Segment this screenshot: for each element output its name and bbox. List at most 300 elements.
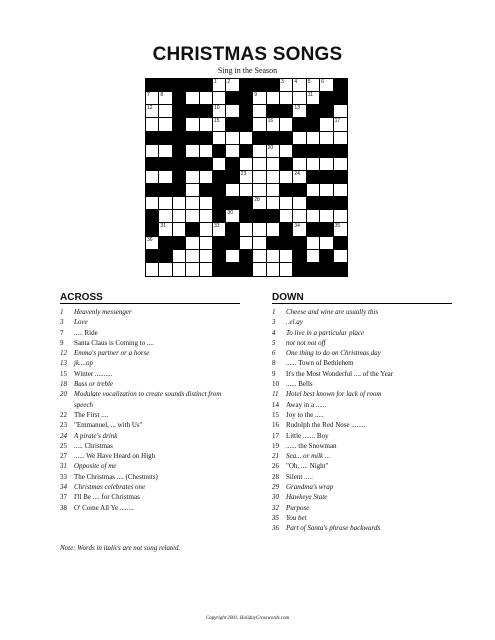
down-clue: [272, 451, 442, 461]
black-cell: [146, 158, 159, 171]
grid-cell[interactable]: [226, 79, 239, 92]
black-cell: [159, 237, 172, 250]
black-cell: [213, 197, 226, 210]
grid-cell[interactable]: [267, 223, 280, 236]
across-clue: [60, 451, 230, 461]
grid-cell[interactable]: [200, 237, 213, 250]
grid-cell[interactable]: [267, 158, 280, 171]
grid-cell[interactable]: [253, 105, 266, 118]
grid-cell[interactable]: [253, 263, 266, 276]
grid-cell[interactable]: [226, 105, 239, 118]
grid-cell[interactable]: [159, 263, 172, 276]
page-subtitle: Sing in the Season: [217, 66, 278, 75]
clue-number: 6: [272, 349, 276, 358]
across-rule: [60, 303, 240, 304]
clue-text: ...... We Have Heard on High: [74, 452, 156, 461]
across-clue: [60, 410, 230, 420]
black-cell: [280, 132, 293, 145]
clue-number: 1: [60, 308, 64, 316]
grid-cell[interactable]: [280, 263, 293, 276]
grid-cell[interactable]: [213, 118, 226, 131]
grid-cell[interactable]: [213, 223, 226, 236]
down-clue-list: [272, 307, 442, 534]
grid-cell[interactable]: [293, 223, 306, 236]
across-clue: [60, 503, 230, 513]
grid-cell[interactable]: [200, 145, 213, 158]
clue-number: 30: [272, 493, 279, 502]
grid-cell[interactable]: [293, 79, 306, 92]
grid-cell[interactable]: [213, 79, 226, 92]
grid-cell[interactable]: [280, 197, 293, 210]
clue-number: 17: [272, 431, 279, 440]
black-cell: [293, 118, 306, 131]
clue-number: 35: [334, 223, 341, 230]
grid-cell[interactable]: [226, 210, 239, 223]
black-cell: [280, 158, 293, 171]
grid-cell[interactable]: [146, 197, 159, 210]
copyright-text: Copyright 2001, HolidayCrosswords.com: [205, 616, 290, 621]
clue-number: 7: [147, 92, 150, 99]
grid-cell[interactable]: [334, 132, 347, 145]
black-cell: [226, 171, 239, 184]
grid-cell[interactable]: [226, 145, 239, 158]
black-cell: [334, 145, 347, 158]
grid-cell[interactable]: [159, 105, 172, 118]
grid-cell[interactable]: [226, 184, 239, 197]
grid-cell[interactable]: [334, 158, 347, 171]
grid-cell[interactable]: [293, 158, 306, 171]
grid-cell[interactable]: [334, 223, 347, 236]
black-cell: [186, 158, 199, 171]
clue-number: 11: [307, 92, 313, 99]
clue-text: O' Come All Ye ........: [74, 503, 134, 512]
across-clue: [60, 420, 230, 430]
grid-cell[interactable]: [200, 118, 213, 131]
clue-text: ..... Christmas: [74, 441, 113, 450]
black-cell: [213, 184, 226, 197]
clue-text: Christmas celebrates one: [74, 483, 146, 492]
clue-number: 6: [321, 79, 324, 85]
black-cell: [320, 250, 333, 263]
grid-cell[interactable]: [186, 237, 199, 250]
clue-number: 5: [307, 79, 311, 85]
grid-cell[interactable]: [253, 237, 266, 250]
black-cell: [280, 237, 293, 250]
grid-cell[interactable]: [173, 223, 186, 236]
grid-cell[interactable]: [293, 92, 306, 105]
black-cell: [253, 132, 266, 145]
grid-cell[interactable]: [186, 250, 199, 263]
clue-text: ...... Bells: [286, 380, 313, 389]
clue-number: 22: [60, 410, 67, 419]
clue-text: ...... Town of Bethlehem: [286, 359, 354, 368]
grid-cell[interactable]: [334, 118, 347, 131]
clue-text: ..... Ride: [74, 328, 98, 337]
across-clue: [60, 369, 230, 379]
grid-cell[interactable]: [267, 250, 280, 263]
grid-cell[interactable]: [240, 171, 253, 184]
black-cell: [146, 250, 159, 263]
clue-number: 33: [60, 472, 67, 481]
clue-number: 23: [60, 421, 67, 430]
black-cell: [280, 223, 293, 236]
clue-number: 9: [60, 338, 64, 347]
grid-cell[interactable]: [280, 210, 293, 223]
black-cell: [226, 92, 239, 105]
clue-text: ...... the Snowman: [286, 441, 337, 450]
black-cell: [320, 223, 333, 236]
grid-cell[interactable]: [267, 263, 280, 276]
grid-cell[interactable]: [280, 171, 293, 184]
grid-cell[interactable]: [186, 184, 199, 197]
grid-cell[interactable]: [240, 184, 253, 197]
grid-cell[interactable]: [307, 237, 320, 250]
grid-cell[interactable]: [213, 132, 226, 145]
grid-cell[interactable]: [186, 210, 199, 223]
grid-cell[interactable]: [173, 210, 186, 223]
across-clue: [60, 461, 230, 471]
grid-cell[interactable]: [320, 210, 333, 223]
grid-cell[interactable]: [226, 132, 239, 145]
clue-text: Bass or treble: [74, 380, 114, 389]
grid-cell[interactable]: [280, 118, 293, 131]
black-cell: [320, 105, 333, 118]
grid-cell[interactable]: [146, 105, 159, 118]
grid-cell[interactable]: [253, 145, 266, 158]
clue-text: I'll Be .... for Christmas: [74, 493, 140, 502]
across-clue: [60, 338, 230, 348]
black-cell: [293, 145, 306, 158]
black-cell: [173, 158, 186, 171]
black-cell: [334, 79, 347, 92]
clue-text: Opposite of me: [74, 462, 117, 471]
grid-cell[interactable]: [307, 184, 320, 197]
black-cell: [213, 145, 226, 158]
grid-cell[interactable]: [186, 197, 199, 210]
clue-text: jk....op: [74, 359, 94, 368]
grid-cell[interactable]: [267, 184, 280, 197]
grid-cell[interactable]: [293, 171, 306, 184]
clue-number: 23: [240, 170, 247, 177]
grid-cell[interactable]: [320, 158, 333, 171]
grid-cell[interactable]: [253, 250, 266, 263]
black-cell: [280, 184, 293, 197]
clue-number: 26: [272, 462, 279, 471]
clue-text: Hawkeye State: [286, 493, 328, 502]
across-clue: [60, 358, 230, 368]
grid-cell[interactable]: [200, 197, 213, 210]
black-cell: [159, 158, 172, 171]
clue-number: 4: [294, 79, 298, 85]
down-clue: [272, 503, 442, 513]
clue-text: Love: [74, 318, 88, 327]
black-cell: [307, 105, 320, 118]
grid-cell[interactable]: [253, 184, 266, 197]
clue-text: Hotel best known for lack of room: [286, 390, 382, 399]
black-cell: [334, 92, 347, 105]
clue-number: 7: [60, 328, 64, 337]
clue-number: 28: [272, 472, 279, 481]
clue-number: 12: [60, 349, 67, 358]
grid-cell[interactable]: [253, 171, 266, 184]
across-clue: [60, 431, 230, 441]
grid-cell[interactable]: [213, 158, 226, 171]
clue-number: 14: [272, 400, 279, 409]
black-cell: [213, 250, 226, 263]
grid-cell[interactable]: [213, 105, 226, 118]
clue-text: Purpose: [286, 503, 310, 512]
black-cell: [159, 132, 172, 145]
black-cell: [307, 171, 320, 184]
clue-text: Cheese and wine are usually this: [286, 308, 379, 316]
black-cell: [293, 237, 306, 250]
down-clue: [272, 400, 442, 410]
grid-cell[interactable]: [267, 171, 280, 184]
grid-cell[interactable]: [280, 79, 293, 92]
grid-cell[interactable]: [267, 118, 280, 131]
grid-cell[interactable]: [307, 132, 320, 145]
clue-number: 20: [60, 390, 67, 399]
black-cell: [320, 92, 333, 105]
grid-cell[interactable]: [186, 145, 199, 158]
grid-cell[interactable]: [173, 263, 186, 276]
grid-cell[interactable]: [253, 158, 266, 171]
clue-number: 1: [272, 308, 276, 316]
black-cell: [320, 171, 333, 184]
clue-number: 30: [227, 210, 233, 217]
grid-cell[interactable]: [240, 132, 253, 145]
down-clue: [272, 461, 442, 471]
across-clue: [60, 492, 230, 502]
clue-number: 3: [272, 318, 276, 327]
down-clue: [272, 328, 442, 338]
grid-cell[interactable]: [226, 250, 239, 263]
grid-cell[interactable]: [280, 145, 293, 158]
down-clue: [272, 472, 442, 482]
grid-cell[interactable]: [186, 263, 199, 276]
clue-number: 12: [147, 105, 153, 112]
grid-cell[interactable]: [293, 210, 306, 223]
clue-number: 29: [272, 483, 279, 492]
grid-cell[interactable]: [334, 105, 347, 118]
down-clue: [272, 492, 442, 502]
grid-cell[interactable]: [146, 145, 159, 158]
grid-cell[interactable]: [253, 118, 266, 131]
clue-text: Grandma's wrap: [286, 483, 334, 492]
clue-number: 10: [272, 380, 279, 389]
black-cell: [226, 118, 239, 131]
clue-text: The First ....: [74, 410, 109, 419]
clue-number: 20: [267, 144, 274, 151]
clue-number: 3: [60, 318, 64, 327]
black-cell: [226, 263, 239, 276]
across-clue: [60, 348, 230, 358]
across-clue: [60, 328, 230, 338]
down-clue: [272, 307, 442, 317]
clue-text: Sea... or milk ...: [286, 452, 331, 461]
clue-text: Heavenly messenger: [74, 308, 132, 316]
black-cell: [213, 171, 226, 184]
clue-number: 31: [160, 223, 166, 230]
clue-number: 1: [214, 79, 217, 85]
grid-cell[interactable]: [280, 92, 293, 105]
grid-cell[interactable]: [200, 171, 213, 184]
grid-cell[interactable]: [186, 92, 199, 105]
grid-cell[interactable]: [173, 197, 186, 210]
black-cell: [267, 237, 280, 250]
clue-number: 21: [272, 452, 279, 461]
clue-number: 19: [272, 441, 279, 450]
black-cell: [173, 118, 186, 131]
grid-cell[interactable]: [159, 210, 172, 223]
clue-number: 4: [272, 328, 276, 337]
black-cell: [186, 223, 199, 236]
clue-number: 5: [272, 338, 276, 347]
clue-text: Silent .....: [286, 472, 313, 481]
grid-cell[interactable]: [173, 250, 186, 263]
grid-cell[interactable]: [200, 250, 213, 263]
clue-number: 36: [272, 524, 279, 533]
black-cell: [267, 79, 280, 92]
clue-number: 33: [214, 223, 220, 230]
grid-cell[interactable]: [267, 197, 280, 210]
clue-text: ..el.ay: [286, 318, 303, 327]
down-clue: [272, 410, 442, 420]
clue-number: 11: [272, 390, 279, 399]
grid-cell[interactable]: [200, 263, 213, 276]
grid-cell[interactable]: [307, 92, 320, 105]
clue-text: Modulate vocalization to create sounds distinct from speech: [74, 390, 222, 409]
clue-text: Rudolph the Red Nose ........: [286, 421, 366, 430]
grid-cell[interactable]: [253, 197, 266, 210]
down-clue: [272, 348, 442, 358]
across-clue: [60, 307, 230, 317]
clue-number: 32: [272, 503, 279, 512]
grid-cell[interactable]: [240, 237, 253, 250]
grid-cell[interactable]: [320, 79, 333, 92]
grid-cell[interactable]: [200, 92, 213, 105]
grid-cell[interactable]: [267, 92, 280, 105]
grid-cell[interactable]: [293, 197, 306, 210]
across-clue: [60, 482, 230, 492]
grid-cell[interactable]: [159, 223, 172, 236]
grid-cell[interactable]: [186, 171, 199, 184]
grid-cell[interactable]: [186, 118, 199, 131]
black-cell: [293, 250, 306, 263]
black-cell: [159, 184, 172, 197]
grid-cell[interactable]: [307, 210, 320, 223]
grid-cell[interactable]: [146, 171, 159, 184]
black-cell: [240, 210, 253, 223]
grid-cell[interactable]: [159, 145, 172, 158]
grid-cell[interactable]: [240, 223, 253, 236]
black-cell: [173, 237, 186, 250]
grid-cell[interactable]: [320, 132, 333, 145]
black-cell: [280, 105, 293, 118]
grid-cell[interactable]: [146, 237, 159, 250]
black-cell: [213, 210, 226, 223]
across-clue: [60, 379, 230, 389]
clue-number: 13: [60, 359, 67, 368]
grid-cell[interactable]: [159, 92, 172, 105]
grid-cell[interactable]: [267, 145, 280, 158]
black-cell: [186, 132, 199, 145]
grid-cell[interactable]: [334, 210, 347, 223]
clue-number: 8: [272, 359, 276, 368]
black-cell: [173, 145, 186, 158]
black-cell: [159, 79, 172, 92]
crossword-grid: [145, 78, 348, 277]
grid-cell[interactable]: [320, 184, 333, 197]
black-cell: [173, 105, 186, 118]
black-cell: [240, 197, 253, 210]
clue-number: 9: [254, 92, 257, 99]
black-cell: [240, 118, 253, 131]
grid-cell[interactable]: [320, 118, 333, 131]
black-cell: [267, 105, 280, 118]
black-cell: [146, 132, 159, 145]
black-cell: [307, 223, 320, 236]
grid-cell[interactable]: [240, 158, 253, 171]
grid-cell[interactable]: [253, 223, 266, 236]
page-title: CHRISTMAS SONGS: [152, 44, 343, 65]
grid-cell[interactable]: [280, 250, 293, 263]
clue-text: A pirate's drink: [74, 431, 118, 440]
down-clue: [272, 338, 442, 348]
black-cell: [200, 132, 213, 145]
black-cell: [240, 92, 253, 105]
black-cell: [320, 145, 333, 158]
grid-cell[interactable]: [293, 105, 306, 118]
down-clue: [272, 379, 442, 389]
black-cell: [226, 237, 239, 250]
grid-cell[interactable]: [146, 263, 159, 276]
black-cell: [200, 158, 213, 171]
grid-cell[interactable]: [334, 250, 347, 263]
clue-number: 2: [227, 79, 231, 85]
grid-cell[interactable]: [213, 92, 226, 105]
grid-cell[interactable]: [146, 118, 159, 131]
grid-cell[interactable]: [307, 250, 320, 263]
clue-text: not not not off: [286, 338, 326, 347]
grid-cell[interactable]: [307, 79, 320, 92]
black-cell: [173, 132, 186, 145]
grid-cell[interactable]: [293, 132, 306, 145]
clue-text: Winter ..........: [74, 369, 113, 378]
grid-cell[interactable]: [320, 237, 333, 250]
grid-cell[interactable]: [146, 92, 159, 105]
down-clue: [272, 358, 442, 368]
black-cell: [213, 263, 226, 276]
grid-cell[interactable]: [200, 210, 213, 223]
grid-cell[interactable]: [159, 197, 172, 210]
down-clue: [272, 513, 442, 523]
grid-cell[interactable]: [200, 223, 213, 236]
grid-cell[interactable]: [307, 158, 320, 171]
clue-number: 37: [60, 493, 67, 502]
grid-cell[interactable]: [159, 171, 172, 184]
black-cell: [173, 92, 186, 105]
grid-cell[interactable]: [159, 118, 172, 131]
black-cell: [240, 79, 253, 92]
grid-cell[interactable]: [334, 184, 347, 197]
black-cell: [240, 250, 253, 263]
black-cell: [159, 250, 172, 263]
grid-cell[interactable]: [253, 92, 266, 105]
clue-number: 18: [60, 380, 67, 389]
clue-text: Joy to the .....: [286, 410, 324, 419]
black-cell: [240, 263, 253, 276]
